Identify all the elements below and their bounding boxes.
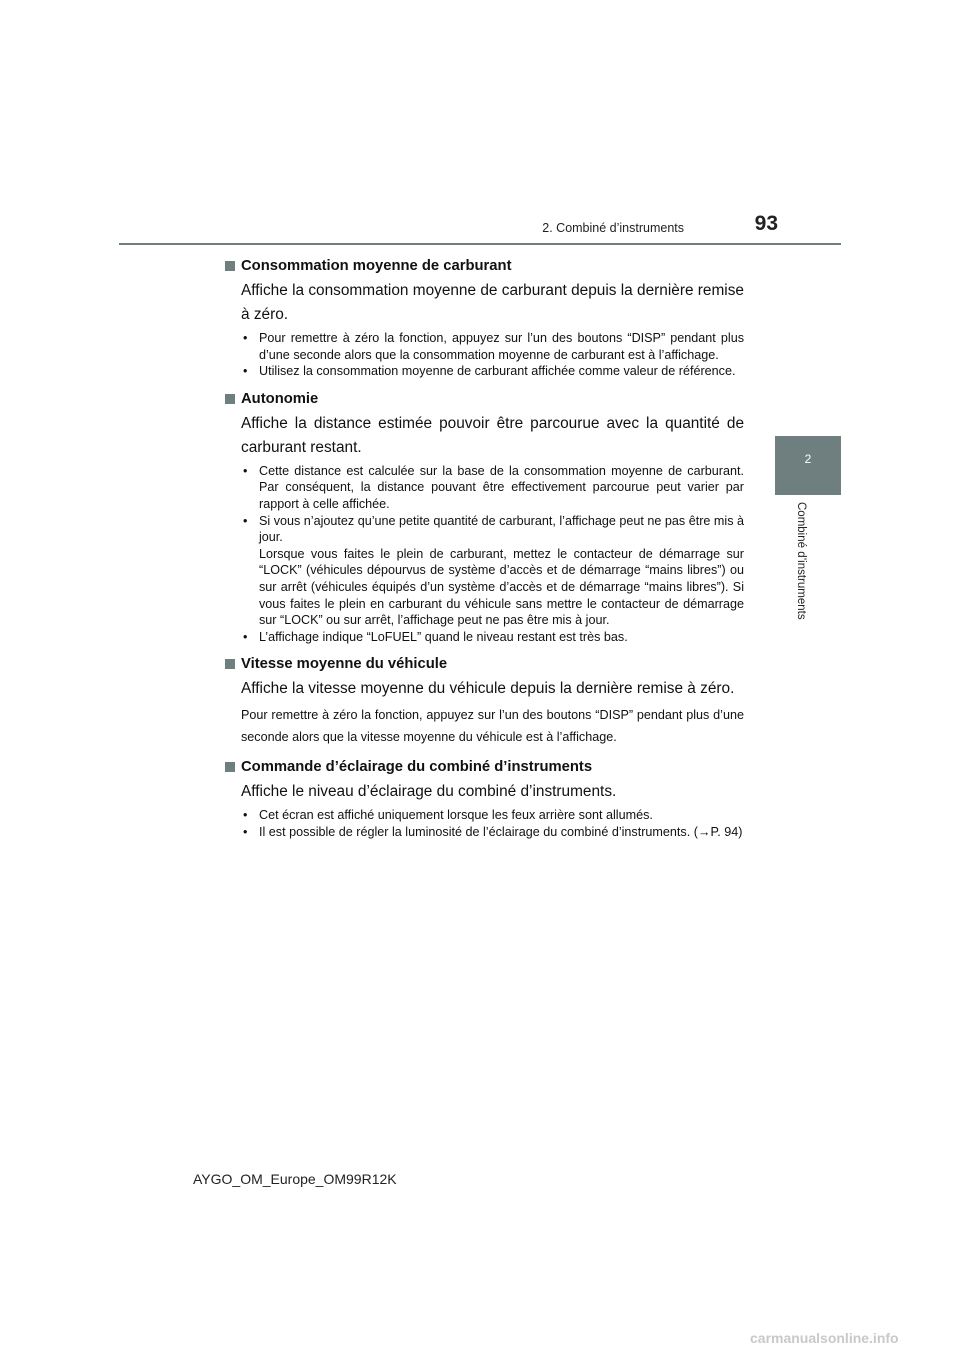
page-number: 93 — [754, 212, 778, 235]
watermark-link[interactable]: carmanualsonline.info — [750, 1330, 899, 1346]
note-item: • Pour remettre à zéro la fonction, appuyez sur l’un des boutons “DISP” pendant plus d’une seconde alors que la consommation moyenne de carburant est à l’affichage. — [241, 330, 744, 363]
chapter-side-label: Combiné d’instruments — [795, 502, 807, 620]
section-heading — [224, 654, 744, 674]
notes-list — [224, 463, 744, 646]
section-eclairage — [224, 757, 744, 840]
page-content — [224, 256, 744, 850]
section-heading — [224, 389, 744, 409]
note-item — [241, 513, 744, 629]
footer-doc-code: AYGO_OM_Europe_OM99R12K — [193, 1171, 397, 1187]
section-lead: Affiche la consommation moyenne de carburant depuis la dernière remise à zéro. — [241, 282, 744, 323]
section-title: Vitesse moyenne du véhicule — [241, 656, 448, 673]
chapter-tab — [775, 436, 841, 495]
section-heading — [224, 256, 744, 276]
square-bullet-icon — [225, 261, 235, 271]
note-item: • Cette distance est calculée sur la base de la consommation moyenne de carburant. Par conséquent, la distance pouvant être effectivement parcourue peut varier par rapport à celle affichée. — [241, 463, 744, 513]
section-title: Autonomie — [241, 390, 319, 407]
header-section-title: 2. Combiné d’instruments — [542, 221, 684, 235]
header-rule — [119, 243, 841, 245]
square-bullet-icon — [225, 762, 235, 772]
note-item: • Cet écran est affiché uniquement lorsque les feux arrière sont allumés. — [241, 807, 744, 824]
section-lead: Affiche la distance estimée pouvoir être parcourue avec la quantité de carburant restant. — [241, 414, 744, 456]
section-title: Consommation moyenne de carburant — [241, 258, 512, 274]
section-consommation — [224, 256, 744, 380]
square-bullet-icon — [225, 659, 235, 669]
section-lead: Affiche le niveau d’éclairage du combiné d’instruments. — [241, 783, 617, 801]
note-text: Si vous n’ajoutez qu’une petite quantité de carburant, l’affichage peut ne pas être mis à jour. — [259, 513, 744, 545]
note-item: • Il est possible de régler la luminosité de l’éclairage du combiné d’instruments. (→P. 94) — [241, 824, 744, 841]
note-item: • Utilisez la consommation moyenne de carburant affichée comme valeur de référence. — [241, 363, 744, 380]
notes-list — [224, 807, 744, 840]
notes-list — [224, 330, 744, 380]
note-paragraph: Pour remettre à zéro la fonction, appuyez sur l’un des boutons “DISP” pendant plus d’une seconde alors que la vitesse moyenne du véhicule est à l’affichage. — [241, 708, 744, 745]
section-title: Commande d’éclairage du combiné d’instruments — [241, 759, 593, 776]
section-heading — [224, 757, 744, 777]
square-bullet-icon — [225, 394, 235, 404]
section-vitesse — [224, 654, 744, 748]
note-item: • L’affichage indique “LoFUEL” quand le niveau restant est très bas. — [241, 629, 744, 646]
chapter-tab-number: 2 — [804, 452, 812, 466]
section-lead: Affiche la vitesse moyenne du véhicule depuis la dernière remise à zéro. — [241, 680, 735, 698]
chapter-side-label-wrap — [791, 502, 807, 638]
section-autonomie — [224, 389, 744, 646]
note-continuation: Lorsque vous faites le plein de carburant, mettez le contacteur de démarrage sur “LOCK” (véhicules dépourvus de système d’accès et de démarrage “mains libres”) ou sur arrêt (véhicules équipés d’un système d’accès et de démarrage “mains libres”). Si vous faites le plein en carburant du véhicule sans mettre le contacteur de démarrage sur “LOCK” ou sur arrêt, l’affichage peut ne pas être mis à jour. — [259, 546, 744, 628]
